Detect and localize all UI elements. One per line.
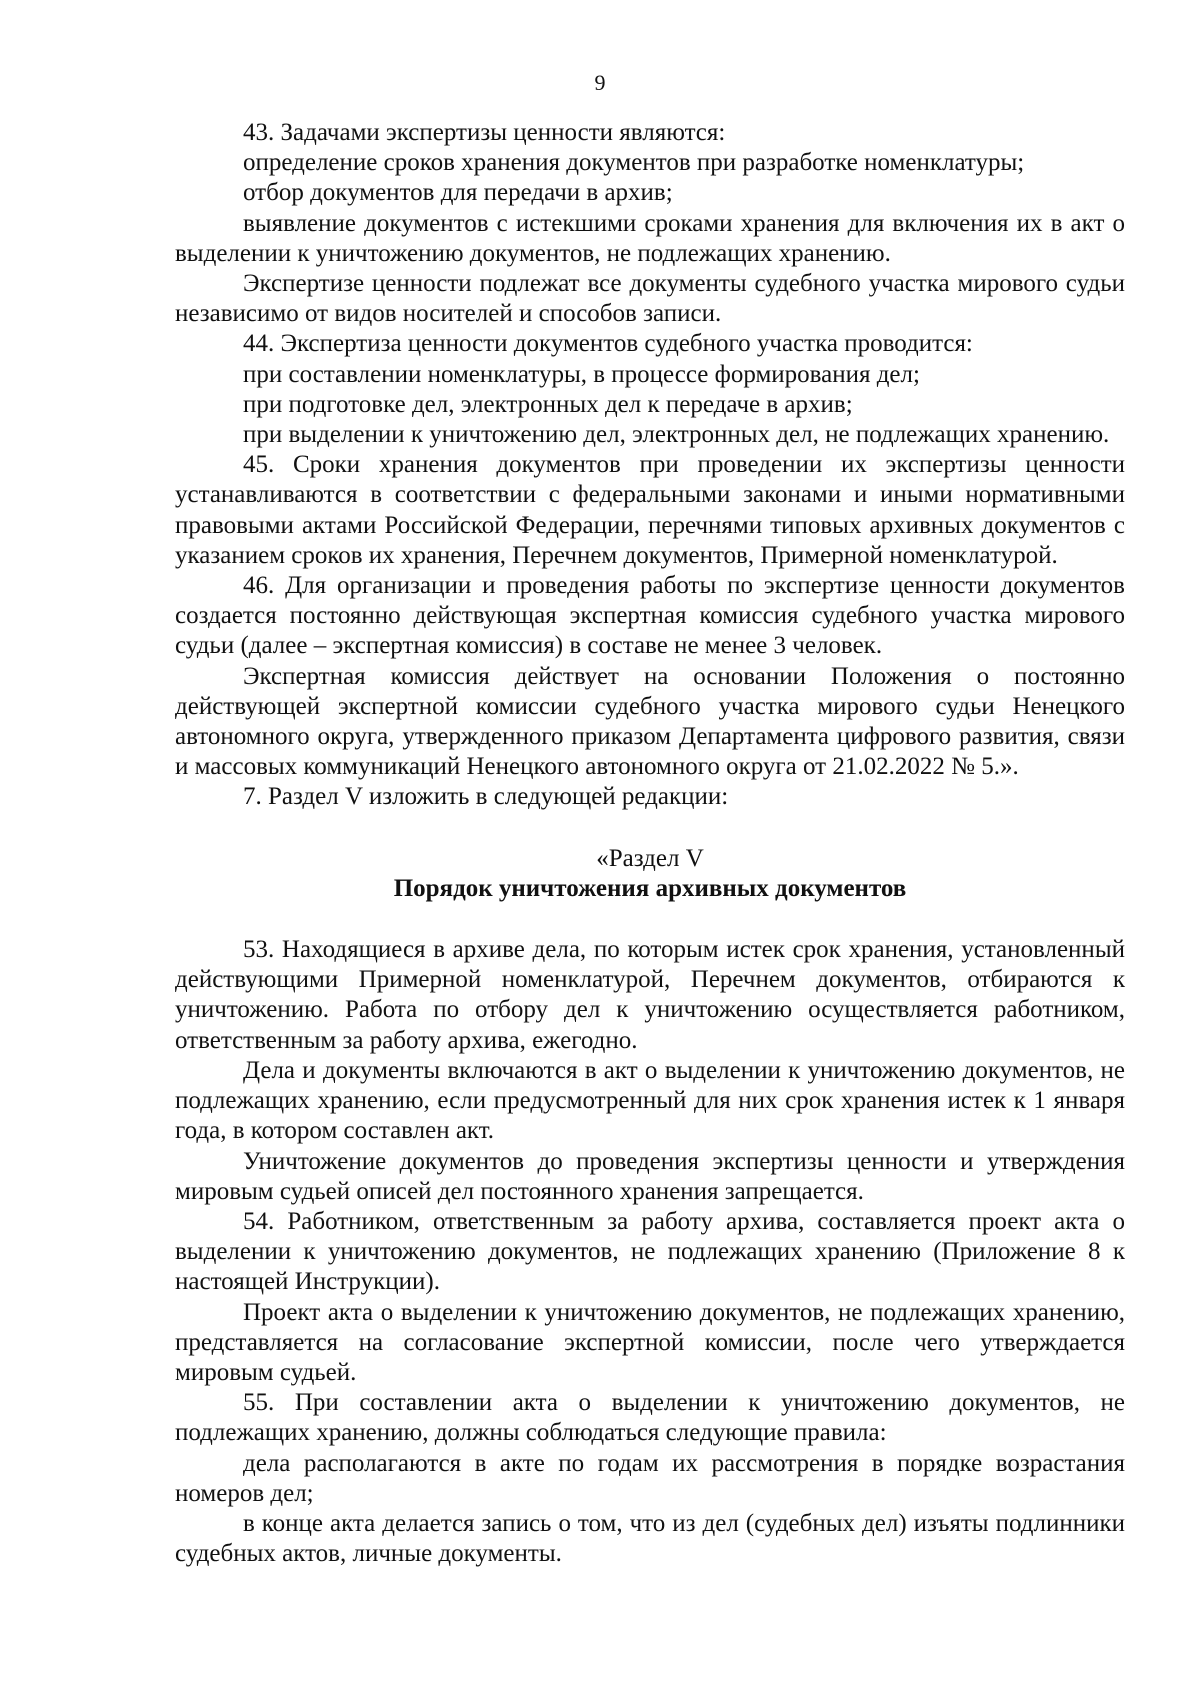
paragraph: 7. Раздел V изложить в следующей редакции:	[243, 783, 729, 811]
paragraph: определение сроков хранения документов при разработке номенклатуры;	[243, 149, 1025, 177]
paragraph: дела располагаются в акте по годам их рассмотрения в порядке возрастания номеров дел;	[175, 1449, 1125, 1507]
paragraph: в конце акта делается запись о том, что из дел (судебных дел) изъяты подлинники судебных актов, личные документы.	[175, 1509, 1125, 1568]
document-body	[175, 118, 1125, 1569]
section-label: «Раздел V	[596, 844, 704, 872]
paragraph: 46. Для организации и проведения работы по экспертизе ценности документов создается постоянно действующая экспертная комиссия судебного участка мирового судьи (далее – экспертная комиссия) в составе не менее 3 человек.	[175, 572, 1125, 660]
paragraph: Экспертизе ценности подлежат все документы судебного участка мирового судьи независимо от видов носителей и способов записи.	[175, 270, 1125, 328]
paragraph: 54. Работником, ответственным за работу архива, составляется проект акта о выделении к уничтожению документов, не подлежащих хранению (Приложение 8 к настоящей Инструкции).	[175, 1207, 1125, 1296]
page-number: 9	[594, 70, 606, 95]
paragraph: при выделении к уничтожению дел, электронных дел, не подлежащих хранению.	[243, 421, 1110, 449]
paragraph: 55. При составлении акта о выделении к уничтожению документов, не подлежащих хранению, должны соблюдаться следующие правила:	[175, 1389, 1125, 1447]
paragraph: Уничтожение документов до проведения экспертизы ценности и утверждения мировым судьей описей дел постоянного хранения запрещается.	[175, 1147, 1125, 1205]
section-title: Порядок уничтожения архивных документов	[393, 874, 907, 902]
paragraph: 53. Находящиеся в архиве дела, по которым истек срок хранения, установленный действующими Примерной номенклатурой, Перечнем документов, отбираются к уничтожению. Работа по отбору дел к уничтожению осуществляется работником, ответственным за работу архива, ежегодно.	[175, 936, 1125, 1054]
paragraph: при составлении номенклатуры, в процессе формирования дел;	[243, 360, 920, 388]
paragraph: выявление документов с истекшими сроками хранения для включения их в акт о выделении к уничтожению документов, не подлежащих хранению.	[175, 209, 1125, 267]
paragraph: 45. Сроки хранения документов при проведении их экспертизы ценности устанавливаются в соответствии с федеральными законами и иными нормативными правовыми актами Российской Федерации, перечнями типовых архивных документов с указанием сроков их хранения, Перечнем документов, Примерной номенклатурой.	[175, 451, 1125, 569]
paragraph: при подготовке дел, электронных дел к передаче в архив;	[243, 390, 853, 418]
paragraph: 43. Задачами экспертизы ценности являются:	[243, 119, 726, 146]
paragraph: Дела и документы включаются в акт о выделении к уничтожению документов, не подлежащих хранению, если предусмотренный для них срок хранения истек к 1 января года, в котором составлен акт.	[175, 1056, 1125, 1145]
paragraph: Проект акта о выделении к уничтожению документов, не подлежащих хранению, представляется на согласование экспертной комиссии, после чего утверждается мировым судьей.	[175, 1298, 1125, 1386]
paragraph: отбор документов для передачи в архив;	[243, 179, 673, 207]
paragraph: Экспертная комиссия действует на основании Положения о постоянно действующей экспертной комиссии судебного участка мирового судьи Ненецкого автономного округа, утвержденного приказом Департамента цифрового развития, связи и массовых коммуникаций Ненецкого автономного округа от 21.02.2022 № 5.».	[175, 662, 1125, 781]
paragraph: 44. Экспертиза ценности документов судебного участка проводится:	[243, 330, 973, 358]
